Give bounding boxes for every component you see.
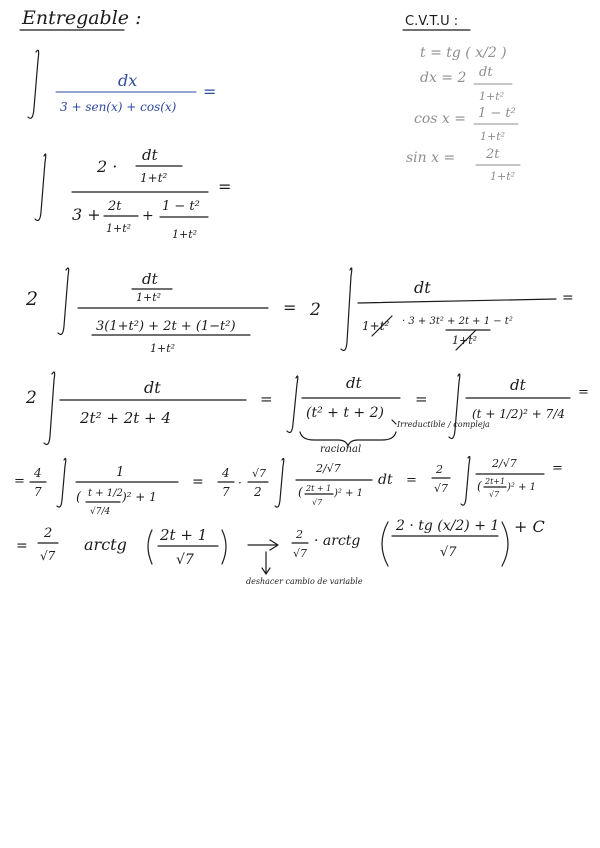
- step4-b-den: (t² + t + 2): [306, 405, 384, 421]
- step6-k2-num: 2: [296, 528, 303, 541]
- step5-b-k2-num: √7: [252, 467, 267, 480]
- step6-lead-equals: =: [16, 538, 28, 554]
- step3-inner-num: dt: [142, 270, 158, 288]
- step5-c-f-open-paren: (: [477, 479, 482, 493]
- step2-den-three: 3 +: [72, 205, 101, 224]
- step2-den-f1-num: 2t: [108, 199, 122, 214]
- step3-equals-end: =: [562, 290, 574, 306]
- step5-b-f-den-den: √7: [312, 498, 323, 507]
- step5-c-k-den: √7: [434, 482, 449, 495]
- step3-coef-right: 2: [310, 300, 321, 320]
- step6-open-paren: [148, 530, 152, 564]
- step6-k2-den: √7: [293, 547, 308, 560]
- step5-b-f-den-tail: )² + 1: [334, 488, 364, 499]
- step2-inner-num: dt: [142, 146, 158, 164]
- step5-a-open-paren: (: [76, 490, 82, 505]
- step6-arg-den: √7: [176, 552, 194, 568]
- step5-c-f-den-num: 2t+1: [485, 477, 506, 486]
- cvtu-sin-lhs: sin x =: [406, 150, 456, 166]
- integral-sign-4: [341, 268, 352, 350]
- step5-c-f-den-tail: )² + 1: [507, 482, 537, 493]
- step4-c-num: dt: [510, 376, 526, 394]
- step5-c-f-num: 2/√7: [492, 457, 517, 470]
- step6-arctg: arctg: [84, 535, 127, 554]
- step5-b-k2-den: 2: [254, 485, 262, 499]
- implies-arrow: [248, 540, 278, 550]
- step6-plus-c: + C: [514, 517, 545, 536]
- step3-rhs-den-a: 1+t²: [362, 319, 390, 333]
- step1-equals: =: [203, 82, 217, 101]
- step5-k-den: 7: [34, 485, 42, 499]
- integral-sign-3: [58, 268, 69, 334]
- integral-sign-9: [275, 458, 284, 507]
- step4-b-num: dt: [346, 374, 362, 392]
- step3-equals-mid: =: [283, 298, 297, 317]
- step6-close-paren-2: [502, 522, 508, 566]
- step2-equals: =: [218, 177, 232, 196]
- step3-big-den-den: 1+t²: [150, 342, 176, 355]
- step5-b-k1-den: 7: [222, 485, 230, 499]
- cvtu-sin-den: 1+t²: [490, 170, 516, 183]
- step3-inner-den: 1+t²: [136, 291, 162, 304]
- integral-sign-8: [57, 458, 66, 507]
- step5-equals-2: =: [406, 473, 417, 488]
- page-title: Entregable :: [22, 7, 142, 29]
- step4-equals-1: =: [260, 390, 273, 408]
- cvtu-sin-num: 2t: [486, 147, 500, 162]
- step2-inner-den: 1+t²: [140, 171, 168, 185]
- step6-k-num: 2: [44, 526, 53, 541]
- step4-a-den: 2t² + 2t + 4: [80, 409, 171, 427]
- cvtu-cos-den: 1+t²: [480, 130, 506, 143]
- step4-equals-3: =: [578, 385, 589, 400]
- cvtu-heading: C.V.T.U :: [405, 14, 459, 29]
- step4-c-den: (t + 1/2)² + 7/4: [472, 407, 565, 421]
- step4-equals-2: =: [415, 390, 428, 408]
- step6-arg-num: 2t + 1: [160, 526, 208, 544]
- step2-den-f2-num: 1 − t²: [162, 199, 200, 214]
- step6-close-paren: [222, 530, 226, 564]
- step4-a-num: dt: [144, 378, 161, 397]
- step5-b-dt: dt: [378, 472, 393, 488]
- note-pointer-arrow: [262, 552, 270, 574]
- step2-den-f2-den: 1+t²: [172, 228, 198, 241]
- step6-open-paren-2: [382, 522, 388, 566]
- step3-rhs-den-c: 1+t²: [452, 334, 478, 347]
- cvtu-dx-lhs: dx = 2: [420, 70, 467, 86]
- cvtu-cos-lhs: cos x =: [414, 111, 466, 127]
- integral-sign-1: [28, 50, 39, 118]
- step3-coef-left: 2: [26, 288, 39, 310]
- step5-b-k1-num: 4: [222, 466, 230, 480]
- integral-sign-2: [35, 154, 46, 220]
- step5-c-f-den-den: √7: [489, 490, 500, 499]
- step5-b-f-open-paren: (: [298, 485, 303, 499]
- cvtu-dx-den: 1+t²: [479, 90, 505, 103]
- step1-numerator: dx: [118, 71, 138, 90]
- step6-note: deshacer cambio de variable: [246, 577, 363, 586]
- step5-a-den-tail: )² + 1: [122, 490, 157, 504]
- step2-den-f1-den: 1+t²: [106, 222, 132, 235]
- step5-equals-3: =: [552, 461, 563, 476]
- step3-big-den-num: 3(1+t²) + 2t + (1−t²): [96, 319, 236, 334]
- step4-note-racional: racional: [320, 444, 362, 455]
- cvtu-dx-num: dt: [479, 65, 493, 80]
- step5-b-f-num: 2/√7: [316, 462, 341, 475]
- step5-c-k-num: 2: [436, 463, 443, 476]
- step5-k-num: 4: [34, 466, 42, 480]
- step2-coefficient: 2 ·: [97, 157, 118, 176]
- step4-irred-pointer: [392, 420, 396, 424]
- cvtu-cos-num: 1 − t²: [478, 106, 516, 121]
- integral-sign-10: [461, 456, 470, 505]
- step5-a-num: 1: [116, 465, 125, 480]
- step3-rhs-num: dt: [414, 278, 431, 297]
- integral-sign-6: [287, 376, 298, 432]
- step6-k-den: √7: [40, 549, 56, 563]
- step3-rhs-den-b: · 3 + 3t² + 2t + 1 − t²: [402, 316, 513, 327]
- step5-b-dot: ·: [238, 476, 242, 490]
- step1-denominator: 3 + sen(x) + cos(x): [60, 100, 177, 114]
- step6-arg2-den: √7: [440, 545, 457, 560]
- step2-den-plus: +: [142, 208, 154, 224]
- step4-coef: 2: [26, 388, 37, 408]
- step5-equals-1: =: [192, 474, 204, 490]
- step6-arg2-num: 2 · tg (x/2) + 1: [396, 518, 500, 534]
- step3-rhs-bar: [358, 299, 556, 303]
- cvtu-t-definition: t = tg ( x/2 ): [420, 45, 507, 61]
- step5-a-inner-num: t + 1/2: [88, 488, 123, 499]
- integral-sign-5: [44, 372, 55, 444]
- step5-a-inner-den: √7/4: [90, 507, 111, 517]
- step5-lead-equals: =: [14, 474, 25, 489]
- step4-note-irreductible: Irreductible / compleja: [397, 420, 490, 429]
- step5-b-f-den-num: 2t + 1: [306, 484, 332, 493]
- step6-arctg-2: · arctg: [314, 533, 361, 549]
